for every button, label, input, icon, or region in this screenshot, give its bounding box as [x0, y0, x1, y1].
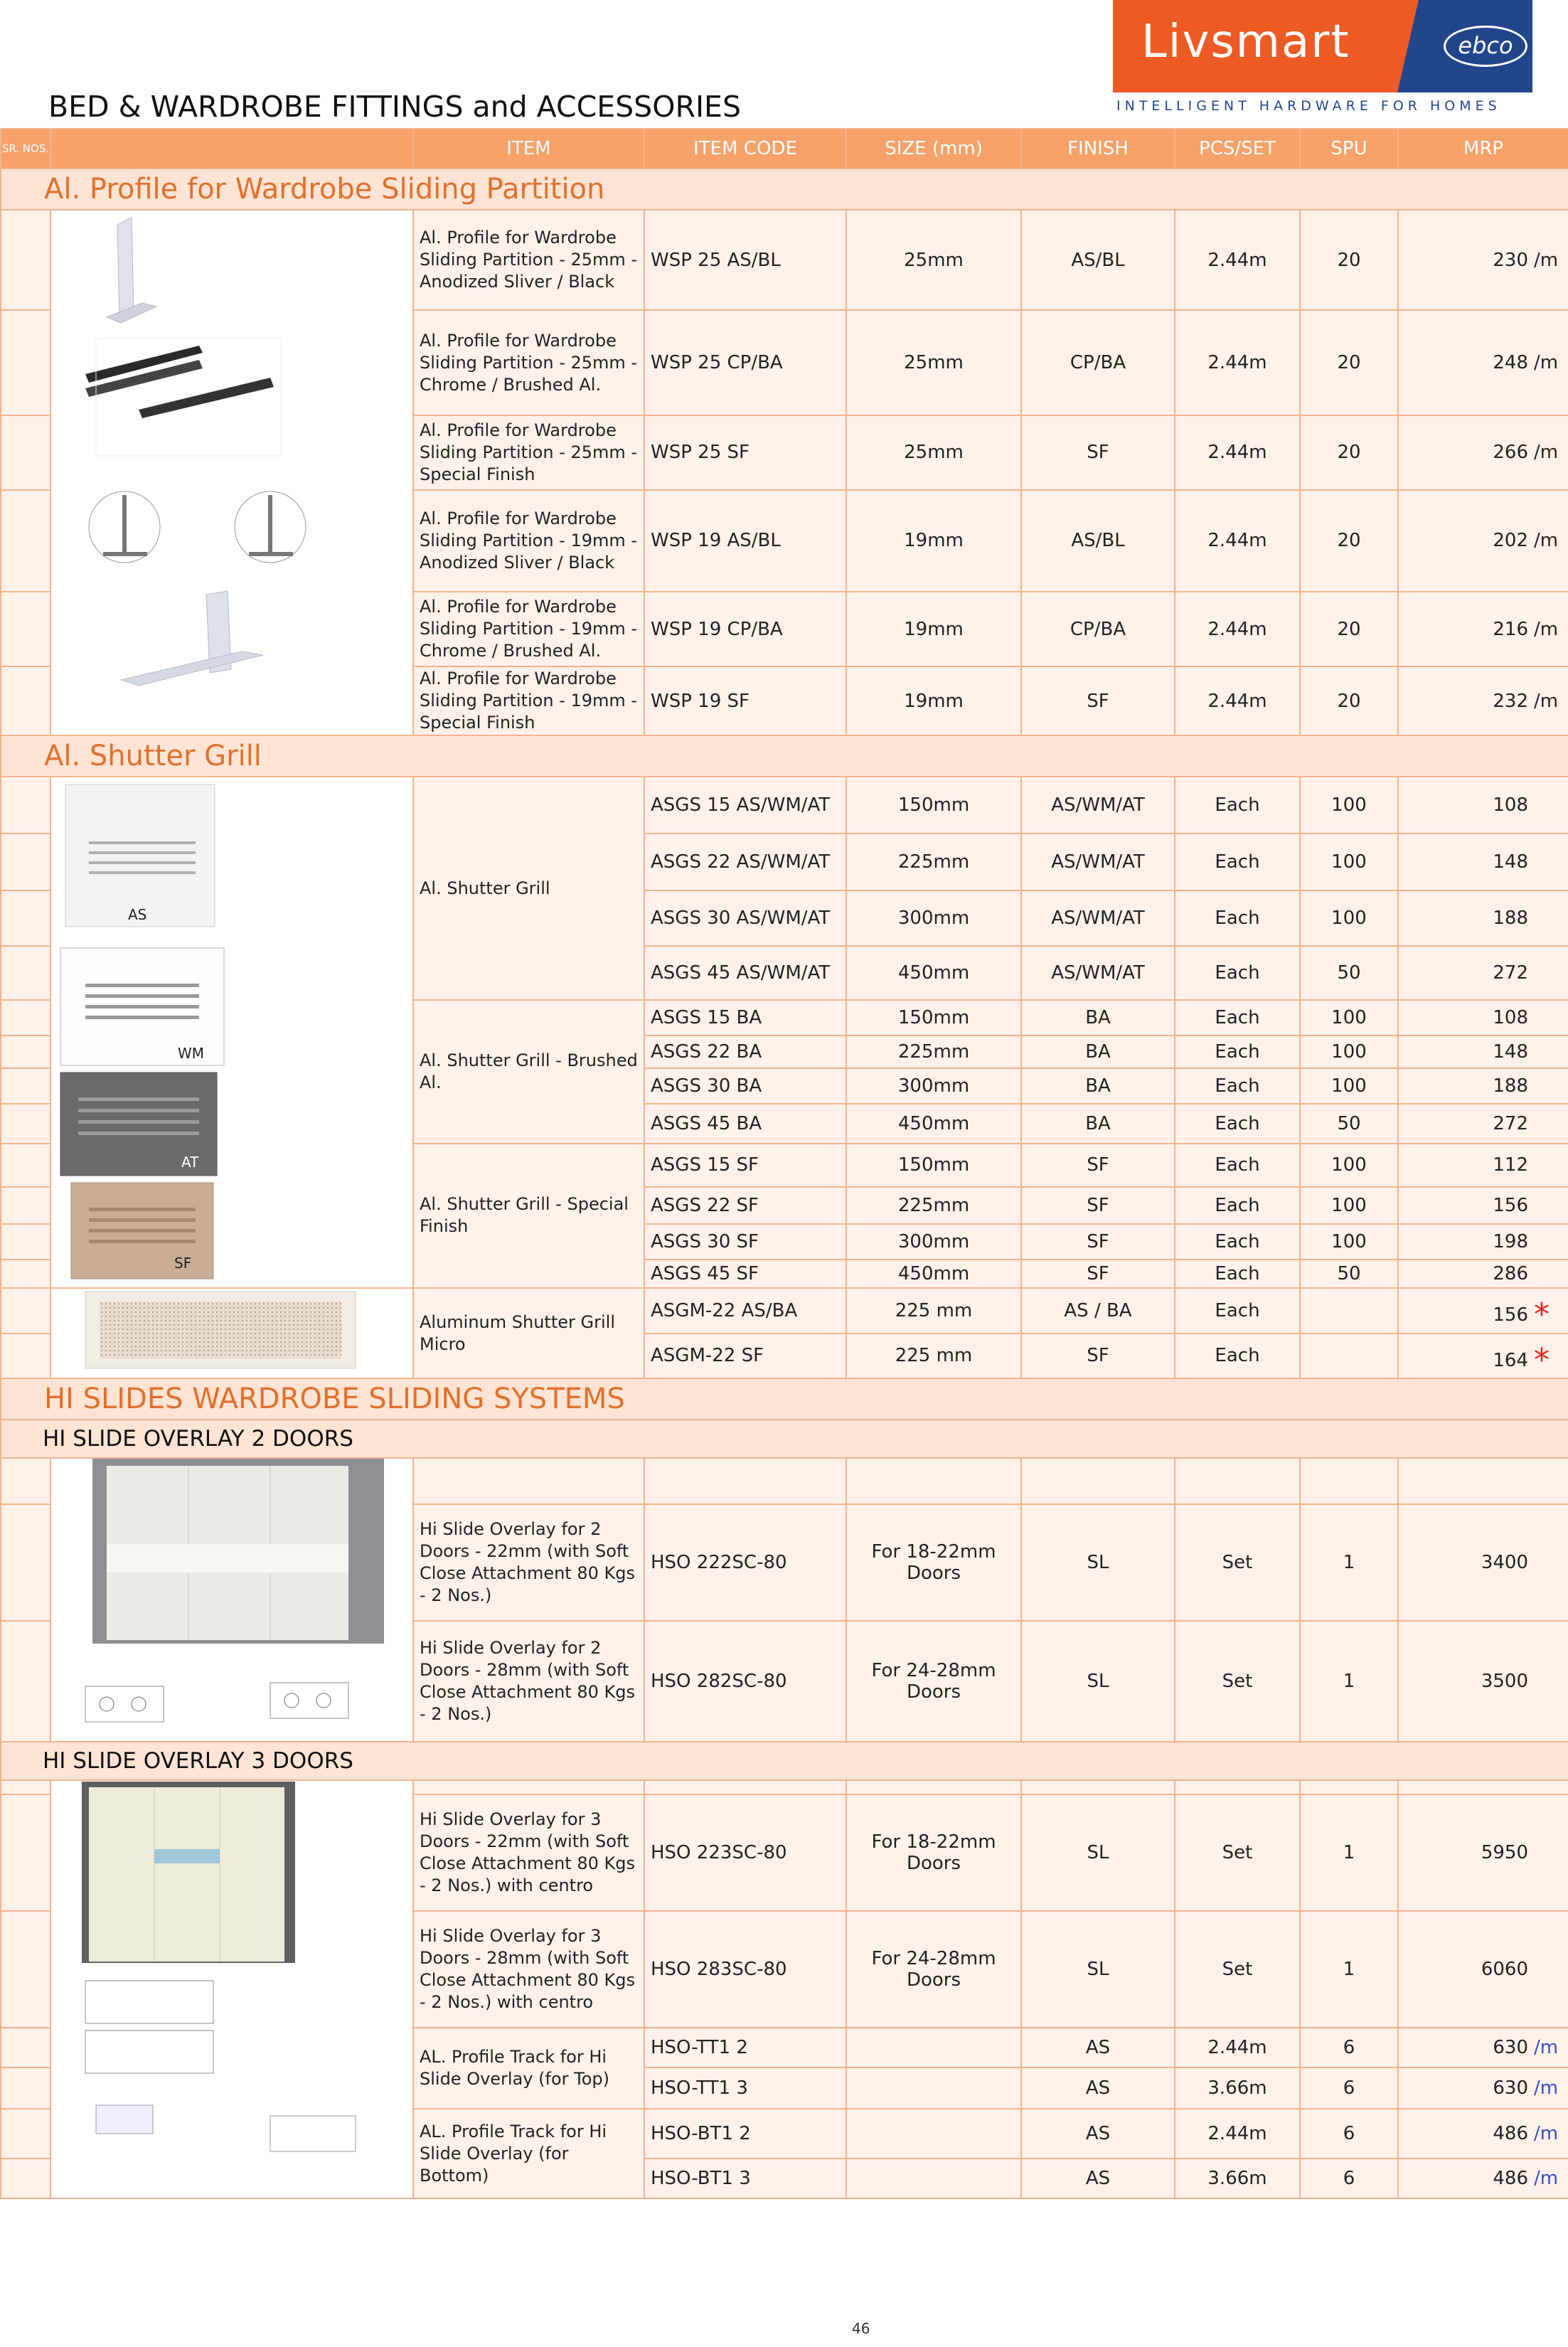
- item-size: For 18-22mm Doors: [846, 1794, 1021, 1911]
- item-mrp: [1398, 1504, 1568, 1621]
- grill-label-at: AT: [181, 1154, 199, 1171]
- item-spu: 50: [1300, 946, 1398, 1000]
- sr-cell: [1, 1794, 50, 1911]
- item-spu: 6: [1300, 2028, 1398, 2067]
- sr-cell: [1, 1334, 50, 1379]
- item-name: Al. Profile for Wardrobe Sliding Partition - 19mm - Chrome / Brushed Al.: [413, 592, 644, 666]
- item-mrp: [1398, 592, 1568, 666]
- item-code: HSO-TT1 3: [644, 2067, 846, 2109]
- item-size: 25mm: [846, 415, 1021, 490]
- sr-cell: [1, 777, 50, 834]
- mrp-unit: /m: [1534, 690, 1559, 712]
- mrp-value: 3500: [1481, 1670, 1528, 1692]
- item-finish: AS/WM/AT: [1021, 834, 1175, 890]
- item-name: Hi Slide Overlay for 2 Doors - 28mm (with Soft Close Attachment 80 Kgs - 2 Nos.): [413, 1621, 644, 1742]
- table-row: [1, 1288, 1568, 1334]
- item-finish: SF: [1021, 1187, 1175, 1224]
- item-mrp: [1398, 2028, 1568, 2067]
- mrp-value: 286: [1493, 1263, 1528, 1284]
- mrp-value: 486: [1493, 2168, 1528, 2189]
- item-name: Aluminum Shutter Grill Micro: [413, 1288, 644, 1378]
- mrp-value: 630: [1493, 2037, 1528, 2058]
- mrp-value: 630: [1493, 2077, 1528, 2099]
- sr-cell: [1, 1000, 50, 1036]
- mrp-value: 230: [1493, 249, 1528, 271]
- item-code: ASGS 30 AS/WM/AT: [644, 890, 846, 946]
- header-mrp: MRP: [1398, 129, 1568, 169]
- item-code: HSO-TT1 2: [644, 2028, 846, 2067]
- item-name: Al. Shutter Grill: [413, 777, 644, 1000]
- mrp-unit: /m: [1534, 442, 1559, 464]
- sr-cell: [1, 946, 50, 1000]
- item-pcs: Each: [1175, 1224, 1300, 1260]
- item-finish: AS: [1021, 2067, 1175, 2109]
- item-mrp: [1398, 834, 1568, 890]
- item-name: Al. Profile for Wardrobe Sliding Partition - 19mm - Anodized Sliver / Black: [413, 490, 644, 592]
- item-code: ASGS 45 SF: [644, 1260, 846, 1288]
- sr-cell: [1, 490, 50, 592]
- item-finish: SF: [1021, 1334, 1175, 1379]
- item-spu: 1: [1300, 1621, 1398, 1742]
- item-pcs: Set: [1175, 1794, 1300, 1911]
- item-pcs: Set: [1175, 1504, 1300, 1621]
- item-mrp: [1398, 1794, 1568, 1911]
- item-code: WSP 19 AS/BL: [644, 490, 846, 592]
- grill-illustration: [57, 777, 405, 1282]
- item-finish: AS/WM/AT: [1021, 890, 1175, 946]
- item-finish: BA: [1021, 1068, 1175, 1104]
- item-finish: BA: [1021, 1104, 1175, 1144]
- item-size: 225mm: [846, 1036, 1021, 1068]
- item-size: 300mm: [846, 890, 1021, 946]
- item-size: 150mm: [846, 777, 1021, 834]
- item-pcs: 3.66m: [1175, 2067, 1300, 2109]
- item-code: ASGM-22 SF: [644, 1334, 846, 1379]
- table-row: [1, 210, 1568, 310]
- mrp-unit: /m: [1534, 249, 1559, 271]
- item-mrp: [1398, 890, 1568, 946]
- item-spu: 20: [1300, 666, 1398, 735]
- item-pcs: 2.44m: [1175, 415, 1300, 490]
- header-finish: FINISH: [1021, 129, 1175, 169]
- mrp-value: 216: [1493, 618, 1528, 640]
- mrp-value: 156: [1493, 1195, 1528, 1216]
- mrp-value: 5950: [1481, 1842, 1528, 1863]
- item-size: 225mm: [846, 1187, 1021, 1224]
- mrp-unit: /m: [1534, 2077, 1559, 2099]
- sr-cell: [1, 890, 50, 946]
- sr-cell: [1, 1104, 50, 1144]
- item-spu: 50: [1300, 1260, 1398, 1288]
- item-size: 300mm: [846, 1068, 1021, 1104]
- item-code: ASGS 22 AS/WM/AT: [644, 834, 846, 890]
- sr-cell: [1, 1458, 50, 1504]
- sr-cell: [1, 1224, 50, 1260]
- item-spu: 100: [1300, 1068, 1398, 1104]
- mrp-value: 266: [1493, 442, 1528, 464]
- item-code: WSP 19 CP/BA: [644, 592, 846, 666]
- item-name: Al. Shutter Grill - Special Finish: [413, 1144, 644, 1289]
- mrp-unit: /m: [1534, 2123, 1559, 2144]
- item-code: HSO-BT1 3: [644, 2159, 846, 2198]
- item-spu: [1300, 1334, 1398, 1379]
- item-mrp: [1398, 490, 1568, 592]
- sr-cell: [1, 1260, 50, 1288]
- mrp-unit: /m: [1534, 618, 1559, 640]
- mrp-value: 3400: [1481, 1551, 1528, 1573]
- item-name: Hi Slide Overlay for 2 Doors - 22mm (with Soft Close Attachment 80 Kgs - 2 Nos.): [413, 1504, 644, 1621]
- table-row: [1, 777, 1568, 834]
- item-code: HSO 283SC-80: [644, 1911, 846, 2028]
- item-code: ASGS 15 AS/WM/AT: [644, 777, 846, 834]
- item-finish: AS / BA: [1021, 1288, 1175, 1334]
- micro-grill-illustration: [57, 1289, 405, 1373]
- price-table: [0, 128, 1568, 2199]
- sr-cell: [1, 1144, 50, 1188]
- item-size: 19mm: [846, 592, 1021, 666]
- item-size: 450mm: [846, 946, 1021, 1000]
- item-spu: 6: [1300, 2109, 1398, 2159]
- sr-cell: [1, 1068, 50, 1104]
- profile-image-cell: [50, 210, 413, 735]
- item-code: ASGS 45 BA: [644, 1104, 846, 1144]
- header-item: ITEM: [413, 129, 644, 169]
- sr-cell: [1, 1504, 50, 1621]
- section-title-grill: Al. Shutter Grill: [1, 735, 1568, 777]
- item-finish: SL: [1021, 1911, 1175, 2028]
- item-spu: 50: [1300, 1104, 1398, 1144]
- item-pcs: Each: [1175, 1104, 1300, 1144]
- mrp-value: 188: [1493, 1075, 1528, 1097]
- overlay3-illustration: [57, 1782, 405, 2193]
- item-code: ASGS 15 BA: [644, 1000, 846, 1036]
- mrp-value: 156: [1493, 1304, 1528, 1326]
- item-mrp: [1398, 1334, 1568, 1379]
- sr-cell: [1, 1187, 50, 1224]
- item-name: AL. Profile Track for Hi Slide Overlay (for Top): [413, 2028, 644, 2109]
- item-size: 150mm: [846, 1000, 1021, 1036]
- mrp-value: 148: [1493, 851, 1528, 873]
- item-mrp: [1398, 946, 1568, 1000]
- mrp-value: 6060: [1481, 1959, 1528, 1980]
- mrp-value: 164: [1493, 1349, 1528, 1371]
- item-spu: 1: [1300, 1504, 1398, 1621]
- item-mrp: [1398, 1036, 1568, 1068]
- item-mrp: [1398, 1911, 1568, 2028]
- subsection-header: [1, 1420, 1568, 1458]
- sr-cell: [1, 1911, 50, 2028]
- item-size: 150mm: [846, 1144, 1021, 1188]
- mrp-value: 486: [1493, 2123, 1528, 2144]
- item-spu: 20: [1300, 592, 1398, 666]
- section-header: [1, 1378, 1568, 1420]
- item-finish: BA: [1021, 1036, 1175, 1068]
- sr-cell: [1, 666, 50, 735]
- item-mrp: [1398, 1144, 1568, 1188]
- mrp-value: 272: [1493, 962, 1528, 984]
- item-pcs: 3.66m: [1175, 2159, 1300, 2198]
- header-pcs: PCS/SET: [1175, 129, 1300, 169]
- item-spu: 100: [1300, 1000, 1398, 1036]
- item-pcs: Each: [1175, 777, 1300, 834]
- item-code: WSP 19 SF: [644, 666, 846, 735]
- item-mrp: [1398, 2159, 1568, 2198]
- item-spu: 20: [1300, 310, 1398, 415]
- mrp-value: 248: [1493, 352, 1528, 374]
- item-pcs: Each: [1175, 946, 1300, 1000]
- overlay2-illustration: [57, 1459, 405, 1736]
- item-code: HSO 222SC-80: [644, 1504, 846, 1621]
- asterisk-mark: *: [1534, 1341, 1550, 1378]
- item-finish: AS/WM/AT: [1021, 946, 1175, 1000]
- mrp-value: 272: [1493, 1112, 1528, 1134]
- item-code: HSO 282SC-80: [644, 1621, 846, 1742]
- item-code: ASGS 30 BA: [644, 1068, 846, 1104]
- grill-label-wm: WM: [178, 1045, 205, 1062]
- item-name: Al. Profile for Wardrobe Sliding Partition - 19mm - Special Finish: [413, 666, 644, 735]
- item-pcs: 2.44m: [1175, 592, 1300, 666]
- header-code: ITEM CODE: [644, 129, 846, 169]
- item-size: 19mm: [846, 490, 1021, 592]
- item-spu: 6: [1300, 2159, 1398, 2198]
- item-pcs: Each: [1175, 890, 1300, 946]
- item-spu: 100: [1300, 890, 1398, 946]
- grill-label-sf: SF: [174, 1255, 192, 1272]
- overlay3-image-cell: [50, 1780, 413, 2198]
- item-pcs: 2.44m: [1175, 310, 1300, 415]
- item-finish: SF: [1021, 666, 1175, 735]
- item-code: ASGS 30 SF: [644, 1224, 846, 1260]
- sr-cell: [1, 210, 50, 310]
- item-name: Hi Slide Overlay for 3 Doors - 22mm (with Soft Close Attachment 80 Kgs - 2 Nos.) with centro: [413, 1794, 644, 1911]
- item-finish: SL: [1021, 1504, 1175, 1621]
- item-finish: SL: [1021, 1621, 1175, 1742]
- section-header: [1, 169, 1568, 210]
- item-pcs: Each: [1175, 1288, 1300, 1334]
- item-size: 225 mm: [846, 1334, 1021, 1379]
- item-pcs: 2.44m: [1175, 666, 1300, 735]
- item-code: ASGS 15 SF: [644, 1144, 846, 1188]
- mrp-value: 148: [1493, 1041, 1528, 1063]
- sr-cell: [1, 1780, 50, 1794]
- page-title: BED & WARDROBE FITTINGS and ACCESSORIES: [48, 90, 741, 124]
- header-sr: SR. NOS.: [1, 129, 50, 169]
- subsection-title-overlay3: HI SLIDE OVERLAY 3 DOORS: [1, 1742, 1568, 1780]
- partner-logo: ebco: [1444, 26, 1527, 67]
- item-mrp: [1398, 415, 1568, 490]
- item-size: For 24-28mm Doors: [846, 1911, 1021, 2028]
- item-code: WSP 25 SF: [644, 415, 846, 490]
- item-mrp: [1398, 1288, 1568, 1334]
- item-name: Al. Profile for Wardrobe Sliding Partition - 25mm - Anodized Sliver / Black: [413, 210, 644, 310]
- item-spu: 100: [1300, 1187, 1398, 1224]
- item-code: HSO 223SC-80: [644, 1794, 846, 1911]
- registered-mark: ®: [1515, 16, 1527, 29]
- item-mrp: [1398, 2067, 1568, 2109]
- table-row: [1, 1780, 1568, 1794]
- item-finish: BA: [1021, 1000, 1175, 1036]
- brand-name: Livsmart: [1141, 16, 1350, 68]
- sr-cell: [1, 2067, 50, 2109]
- item-code: ASGS 45 AS/WM/AT: [644, 946, 846, 1000]
- sr-cell: [1, 2028, 50, 2067]
- sr-cell: [1, 1036, 50, 1068]
- sr-cell: [1, 592, 50, 666]
- item-name: Hi Slide Overlay for 3 Doors - 28mm (with Soft Close Attachment 80 Kgs - 2 Nos.) with centro: [413, 1911, 644, 2028]
- item-mrp: [1398, 1187, 1568, 1224]
- mrp-value: 188: [1493, 908, 1528, 929]
- item-code: HSO-BT1 2: [644, 2109, 846, 2159]
- item-finish: SL: [1021, 1794, 1175, 1911]
- mrp-unit: /m: [1534, 2168, 1559, 2189]
- asterisk-mark: *: [1534, 1297, 1550, 1334]
- item-code: ASGM-22 AS/BA: [644, 1288, 846, 1334]
- mrp-value: 202: [1493, 530, 1528, 552]
- table-row: [1, 1458, 1568, 1504]
- section-title-hislides: HI SLIDES WARDROBE SLIDING SYSTEMS: [1, 1378, 1568, 1420]
- item-pcs: Each: [1175, 1144, 1300, 1188]
- brand-logo: [1113, 0, 1532, 94]
- item-mrp: [1398, 1621, 1568, 1742]
- item-spu: 100: [1300, 834, 1398, 890]
- header-size: SIZE (mm): [846, 129, 1021, 169]
- mrp-value: 108: [1493, 794, 1528, 816]
- item-spu: 20: [1300, 490, 1398, 592]
- sr-cell: [1, 2109, 50, 2159]
- item-spu: 20: [1300, 415, 1398, 490]
- section-header: [1, 735, 1568, 777]
- sr-cell: [1, 1621, 50, 1742]
- item-mrp: [1398, 210, 1568, 310]
- page-number: 46: [852, 2320, 870, 2337]
- item-spu: 1: [1300, 1911, 1398, 2028]
- grill-label-as: AS: [128, 906, 147, 923]
- item-pcs: 2.44m: [1175, 2109, 1300, 2159]
- item-finish: CP/BA: [1021, 592, 1175, 666]
- item-mrp: [1398, 1260, 1568, 1288]
- mrp-value: 232: [1493, 690, 1528, 712]
- profile-illustration: [57, 211, 405, 730]
- sr-cell: [1, 415, 50, 490]
- item-finish: SF: [1021, 1144, 1175, 1188]
- item-finish: SF: [1021, 1260, 1175, 1288]
- mrp-unit: /m: [1534, 530, 1559, 552]
- mrp-value: 112: [1493, 1154, 1528, 1176]
- item-mrp: [1398, 310, 1568, 415]
- sr-cell: [1, 1288, 50, 1334]
- item-pcs: Each: [1175, 834, 1300, 890]
- item-size: 225mm: [846, 834, 1021, 890]
- item-code: WSP 25 CP/BA: [644, 310, 846, 415]
- item-code: ASGS 22 SF: [644, 1187, 846, 1224]
- brand-tagline: INTELLIGENT HARDWARE FOR HOMES: [1116, 98, 1501, 114]
- mrp-value: 198: [1493, 1231, 1528, 1252]
- item-name: Al. Profile for Wardrobe Sliding Partition - 25mm - Special Finish: [413, 415, 644, 490]
- item-finish: AS: [1021, 2159, 1175, 2198]
- item-pcs: Set: [1175, 1911, 1300, 2028]
- header-image: [50, 129, 413, 169]
- item-size: 19mm: [846, 666, 1021, 735]
- micro-grill-image-cell: [50, 1288, 413, 1378]
- table-header: [1, 129, 1568, 169]
- item-finish: AS/WM/AT: [1021, 777, 1175, 834]
- item-spu: 100: [1300, 777, 1398, 834]
- item-finish: AS: [1021, 2028, 1175, 2067]
- item-pcs: Set: [1175, 1621, 1300, 1742]
- sr-cell: [1, 310, 50, 415]
- item-spu: 100: [1300, 1036, 1398, 1068]
- header-spu: SPU: [1300, 129, 1398, 169]
- item-code: WSP 25 AS/BL: [644, 210, 846, 310]
- item-spu: [1300, 1288, 1398, 1334]
- item-mrp: [1398, 777, 1568, 834]
- subsection-header: [1, 1742, 1568, 1780]
- grill-image-cell: [50, 777, 413, 1288]
- item-spu: 100: [1300, 1224, 1398, 1260]
- item-pcs: Each: [1175, 1000, 1300, 1036]
- item-mrp: [1398, 1104, 1568, 1144]
- item-pcs: Each: [1175, 1187, 1300, 1224]
- item-spu: 20: [1300, 210, 1398, 310]
- item-spu: 1: [1300, 1794, 1398, 1911]
- item-pcs: Each: [1175, 1334, 1300, 1379]
- sr-cell: [1, 834, 50, 890]
- item-size: 25mm: [846, 310, 1021, 415]
- subsection-title-overlay2: HI SLIDE OVERLAY 2 DOORS: [1, 1420, 1568, 1458]
- item-pcs: 2.44m: [1175, 210, 1300, 310]
- item-mrp: [1398, 666, 1568, 735]
- mrp-value: 108: [1493, 1006, 1528, 1028]
- item-size: 25mm: [846, 210, 1021, 310]
- item-finish: SF: [1021, 415, 1175, 490]
- item-size: For 24-28mm Doors: [846, 1621, 1021, 1742]
- item-finish: SF: [1021, 1224, 1175, 1260]
- item-name: Al. Profile for Wardrobe Sliding Partition - 25mm - Chrome / Brushed Al.: [413, 310, 644, 415]
- item-name: Al. Shutter Grill - Brushed Al.: [413, 1000, 644, 1144]
- item-pcs: 2.44m: [1175, 490, 1300, 592]
- mrp-unit: /m: [1534, 2037, 1559, 2058]
- item-finish: AS: [1021, 2109, 1175, 2159]
- item-finish: AS/BL: [1021, 490, 1175, 592]
- item-mrp: [1398, 1224, 1568, 1260]
- item-finish: CP/BA: [1021, 310, 1175, 415]
- item-code: ASGS 22 BA: [644, 1036, 846, 1068]
- item-spu: 100: [1300, 1144, 1398, 1188]
- item-finish: AS/BL: [1021, 210, 1175, 310]
- mrp-unit: /m: [1534, 352, 1559, 374]
- item-name: AL. Profile Track for Hi Slide Overlay (for Bottom): [413, 2109, 644, 2198]
- item-spu: 6: [1300, 2067, 1398, 2109]
- item-pcs: 2.44m: [1175, 2028, 1300, 2067]
- overlay2-image-cell: [50, 1458, 413, 1742]
- item-pcs: Each: [1175, 1260, 1300, 1288]
- item-size: 450mm: [846, 1104, 1021, 1144]
- item-mrp: [1398, 1068, 1568, 1104]
- item-mrp: [1398, 2109, 1568, 2159]
- section-title-profile: Al. Profile for Wardrobe Sliding Partition: [1, 169, 1568, 210]
- item-size: 225 mm: [846, 1288, 1021, 1334]
- item-pcs: Each: [1175, 1068, 1300, 1104]
- item-size: 450mm: [846, 1260, 1021, 1288]
- item-size: 300mm: [846, 1224, 1021, 1260]
- item-pcs: Each: [1175, 1036, 1300, 1068]
- item-mrp: [1398, 1000, 1568, 1036]
- item-size: For 18-22mm Doors: [846, 1504, 1021, 1621]
- sr-cell: [1, 2159, 50, 2198]
